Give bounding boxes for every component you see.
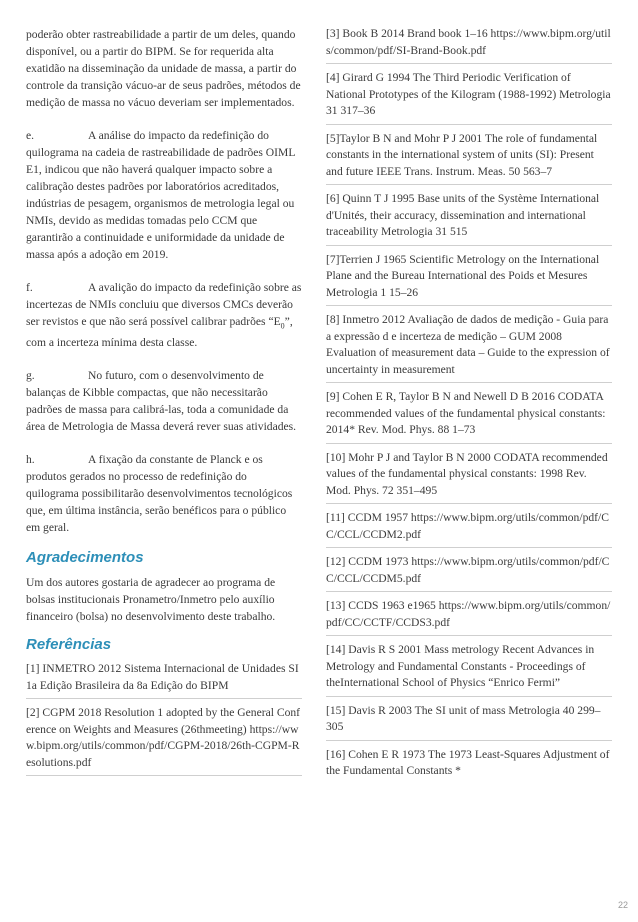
item-h-letter: h. <box>26 453 35 467</box>
acknowledgements-text: Um dos autores gostaria de agradecer ao programa de bolsas institucionais Pronametro/Inmetro pelo auxílio financeiro (bolsa) no desenvolvimento deste trabalho. <box>26 576 276 624</box>
reference-item: [16] Cohen E R 1973 The 1973 Least-Squares Adjustment of the Fundamental Constants * <box>326 747 610 777</box>
item-h <box>26 451 302 536</box>
left-column <box>26 26 302 782</box>
reference-item: [8] Inmetro 2012 Avaliação de dados de medição - Guia para a expressão d e incerteza de medição – GUM 2008 Evaluation of measurement data – Guide to the expression of uncertainty in measurement <box>326 312 612 383</box>
reference-item: [13] CCDS 1963 e1965 https://www.bipm.org/utils/common/pdf/CC/CCTF/CCDS3.pdf <box>326 598 612 636</box>
reference-item: [5]Taylor B N and Mohr P J 2001 The role of fundamental constants in the international system of units (SI): Present and future IEEE Trans. Instrum. Meas. 50 563–7 <box>326 131 612 186</box>
reference-item: [9] Cohen E R, Taylor B N and Newell D B 2016 CODATA recommended values of the fundamental physical constants: 2014* Rev. Mod. Phys. 88 1–73 <box>326 389 612 444</box>
item-e-letter: e. <box>26 129 35 142</box>
item-g <box>26 367 302 435</box>
e0-symbol: “$E_0$” <box>268 315 290 331</box>
item-f-text: A avalição do impacto da redefinição sobre as incertezas de NMIs concluiu que diversos CMCs deverão ser revistos e que não será possível calibrar padrões <box>26 281 302 328</box>
reference-item: [3] Book B 2014 Brand book 1–16 https://www.bipm.org/utils/common/pdf/SI-Brand-Book.pdf <box>326 26 612 64</box>
item-g-text: No futuro, com o desenvolvimento de balanças de Kibble compactas, que não necessitarão padrões de massa para calibrá-las, toda a comunidade da área de Metrologia de Massa deverá rever suas atividades. <box>26 369 297 434</box>
right-column <box>326 26 612 790</box>
item-e <box>26 127 302 263</box>
reference-item: [15] Davis R 2003 The SI unit of mass Metrologia 40 299–305 <box>326 703 612 741</box>
intro-paragraph: poderão obter rastreabilidade a partir de um deles, quando disponível, ou a partir do BIPM. Se for requerida alta exatidão na disseminação da unidade de massa, a partir do controle da transição vácuo-ar de seus padrões, métodos de medição de massa no vácuo deveriam ser implementados. <box>26 28 301 109</box>
reference-item: [10] Mohr P J and Taylor B N 2000 CODATA recommended values of the fundamental physical constants: 1998 Rev. Mod. Phys. 72 351–495 <box>326 450 612 505</box>
reference-item: [4] Girard G 1994 The Third Periodic Verification of National Prototypes of the Kilogram (1988-1992) Metrologia 31 317–36 <box>326 70 612 125</box>
reference-item: [12] CCDM 1973 https://www.bipm.org/utils/common/pdf/CC/CCL/CCDM5.pdf <box>326 554 612 592</box>
reference-item: [6] Quinn T J 1995 Base units of the Système International d'Unités, their accuracy, dissemination and international traceability Metrologia 31 515 <box>326 191 612 246</box>
reference-item: [11] CCDM 1957 https://www.bipm.org/utils/common/pdf/CC/CCL/CCDM2.pdf <box>326 510 612 548</box>
references-heading: Referências <box>26 636 112 654</box>
item-f-letter: f. <box>26 281 33 294</box>
acknowledgements-heading: Agradecimentos <box>26 549 144 567</box>
item-g-letter: g. <box>26 369 35 383</box>
item-h-text: A fixação da constante de Planck e os produtos gerados no processo de redefinição do quilograma possibilitarão desenvolvimentos tecnológicos que, em última instância, serão benéficos para o público em geral. <box>26 453 293 535</box>
reference-item: [14] Davis R S 2001 Mass metrology Recent Advances in Metrology and Fundamental Constants - Proceedings of theInternational School of Physics “Enrico Fermi” <box>326 642 612 697</box>
item-f-text-end: , com a incerteza mínima desta classe. <box>26 315 293 350</box>
item-e-text: A análise do impacto da redefinição do quilograma na cadeia de rastreabilidade de padrões OIML E1, indicou que não haverá qualquer impacto sobre a calibração destes padrões por laboratórios acreditados, indústrias de pesagem, organismos de metrologia legal ou NMIs, devido as medidas tomadas pelo CCM que garantirão a continuidade e uniformidade da unidade de massa após a adoção em 2019. <box>26 129 296 261</box>
reference-item: [1] INMETRO 2012 Sistema Internacional de Unidades SI 1a Edição Brasileira da 8a Edição do BIPM <box>26 661 302 699</box>
reference-item: [2] CGPM 2018 Resolution 1 adopted by the General Conference on Weights and Measures (26thmeeting) https://www.bipm.org/utils/common/pdf/CGPM-2018/26th-CGPM-Resolutions.pdf <box>26 705 302 776</box>
reference-item: [7]Terrien J 1965 Scientific Metrology on the International Plane and the Bureau International des Poids et Mesures Metrologia 1 15–26 <box>326 252 612 307</box>
item-f <box>26 279 302 351</box>
page-number: 22 <box>617 900 628 910</box>
